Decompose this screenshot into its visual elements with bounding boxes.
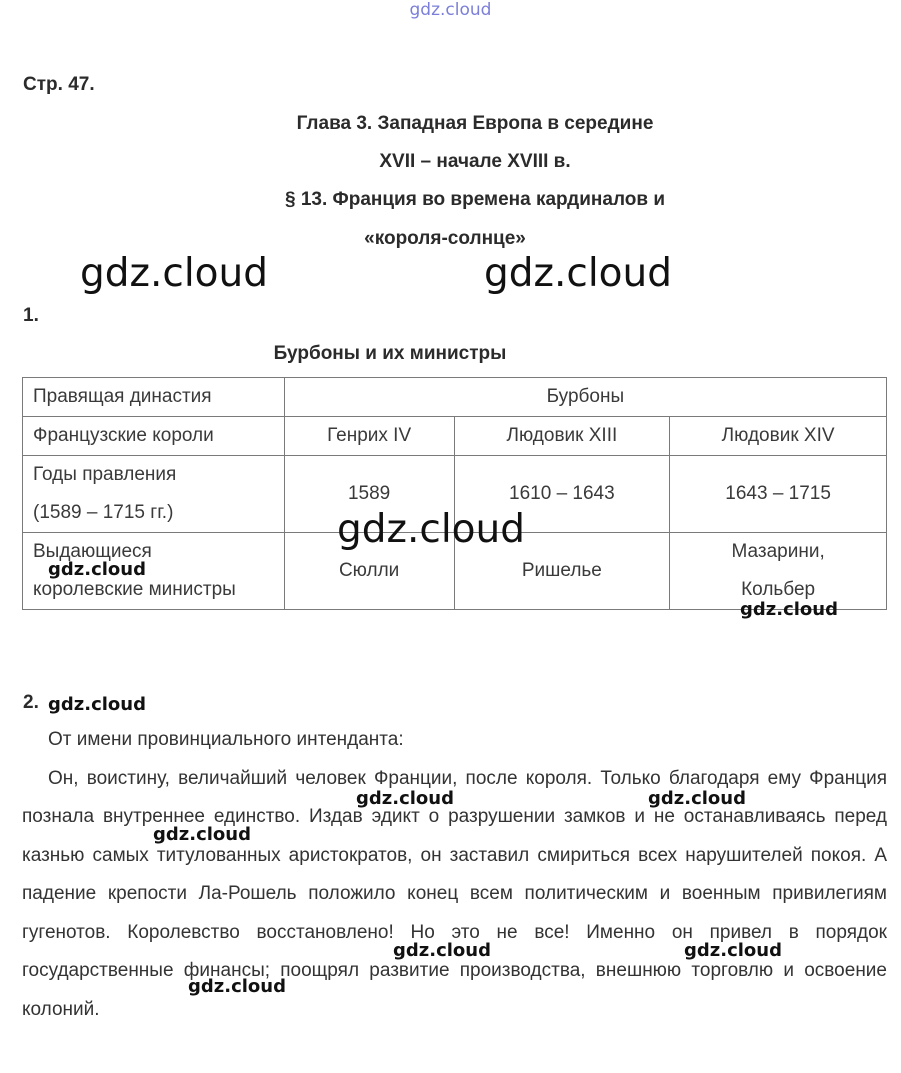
table-cell: Бурбоны xyxy=(284,378,886,417)
chapter-title-line2: XVII – начале XVIII в. xyxy=(379,151,571,172)
table-cell: Французские короли xyxy=(23,417,285,456)
table-cell: 1589 xyxy=(284,456,454,533)
table-cell: 1610 – 1643 xyxy=(454,456,670,533)
table-cell: Генрих IV xyxy=(284,417,454,456)
watermark: gdz.cloud xyxy=(356,788,454,809)
cell-line: Выдающиеся xyxy=(33,541,152,562)
task2-text xyxy=(22,721,887,1029)
watermark: gdz.cloud xyxy=(393,940,491,961)
table-title: Бурбоны и их министры xyxy=(273,343,507,364)
chapter-title-line1: Глава 3. Западная Европа в середине xyxy=(296,113,654,134)
table-cell: Людовик XIV xyxy=(670,417,887,456)
table-cell xyxy=(670,533,887,610)
table-cell xyxy=(23,456,285,533)
table-cell: Сюлли xyxy=(284,533,454,610)
cell-line: королевские министры xyxy=(33,579,236,600)
cell-line: Годы правления xyxy=(33,464,177,485)
table-cell: Людовик XIII xyxy=(454,417,670,456)
table-cell: Ришелье xyxy=(454,533,670,610)
header-watermark: gdz.cloud xyxy=(409,0,492,20)
speech-paragraph: Он, воистину, величайший человек Франции, после короля. Только благодаря ему Франция познала внутреннее единство. Издав эдикт о разрушении замков и не останавливаясь перед казнью самых титулованных аристократов, он заставил смириться всех нарушителей покоя. А падение крепости Ла-Рошель положило конец всем политическим и военным привилегиям гугенотов. Королевство восстановлено! Но это не все! Именно он привел в порядок государственные финансы; поощрял развитие производства, внешнюю торговлю и освоение колоний. xyxy=(22,767,887,1020)
watermark: gdz.cloud xyxy=(48,559,146,580)
section-title-line2: «короля-солнце» xyxy=(364,228,526,249)
cell-line: Кольбер xyxy=(741,579,816,600)
section-title-line1: § 13. Франция во времена кардиналов и xyxy=(284,189,666,210)
watermark: gdz.cloud xyxy=(740,599,838,620)
watermark: gdz.cloud xyxy=(684,940,782,961)
table-row xyxy=(23,378,887,417)
table-cell: 1643 – 1715 xyxy=(670,456,887,533)
watermark: gdz.cloud xyxy=(337,507,525,552)
task-number: 2. xyxy=(23,692,39,713)
table-row xyxy=(23,417,887,456)
cell-line: Мазарини, xyxy=(731,541,825,562)
cell-line: (1589 – 1715 гг.) xyxy=(33,502,174,523)
intro-line: От имени провинциального интенданта: xyxy=(48,729,404,750)
watermark: gdz.cloud xyxy=(48,694,146,715)
watermark: gdz.cloud xyxy=(188,976,286,997)
watermark: gdz.cloud xyxy=(484,251,672,296)
watermark: gdz.cloud xyxy=(80,251,268,296)
task-number: 1. xyxy=(23,305,39,326)
bourbons-table xyxy=(22,377,887,610)
page-reference: Стр. 47. xyxy=(23,74,95,95)
watermark: gdz.cloud xyxy=(153,824,251,845)
watermark: gdz.cloud xyxy=(648,788,746,809)
table-cell: Правящая династия xyxy=(23,378,285,417)
